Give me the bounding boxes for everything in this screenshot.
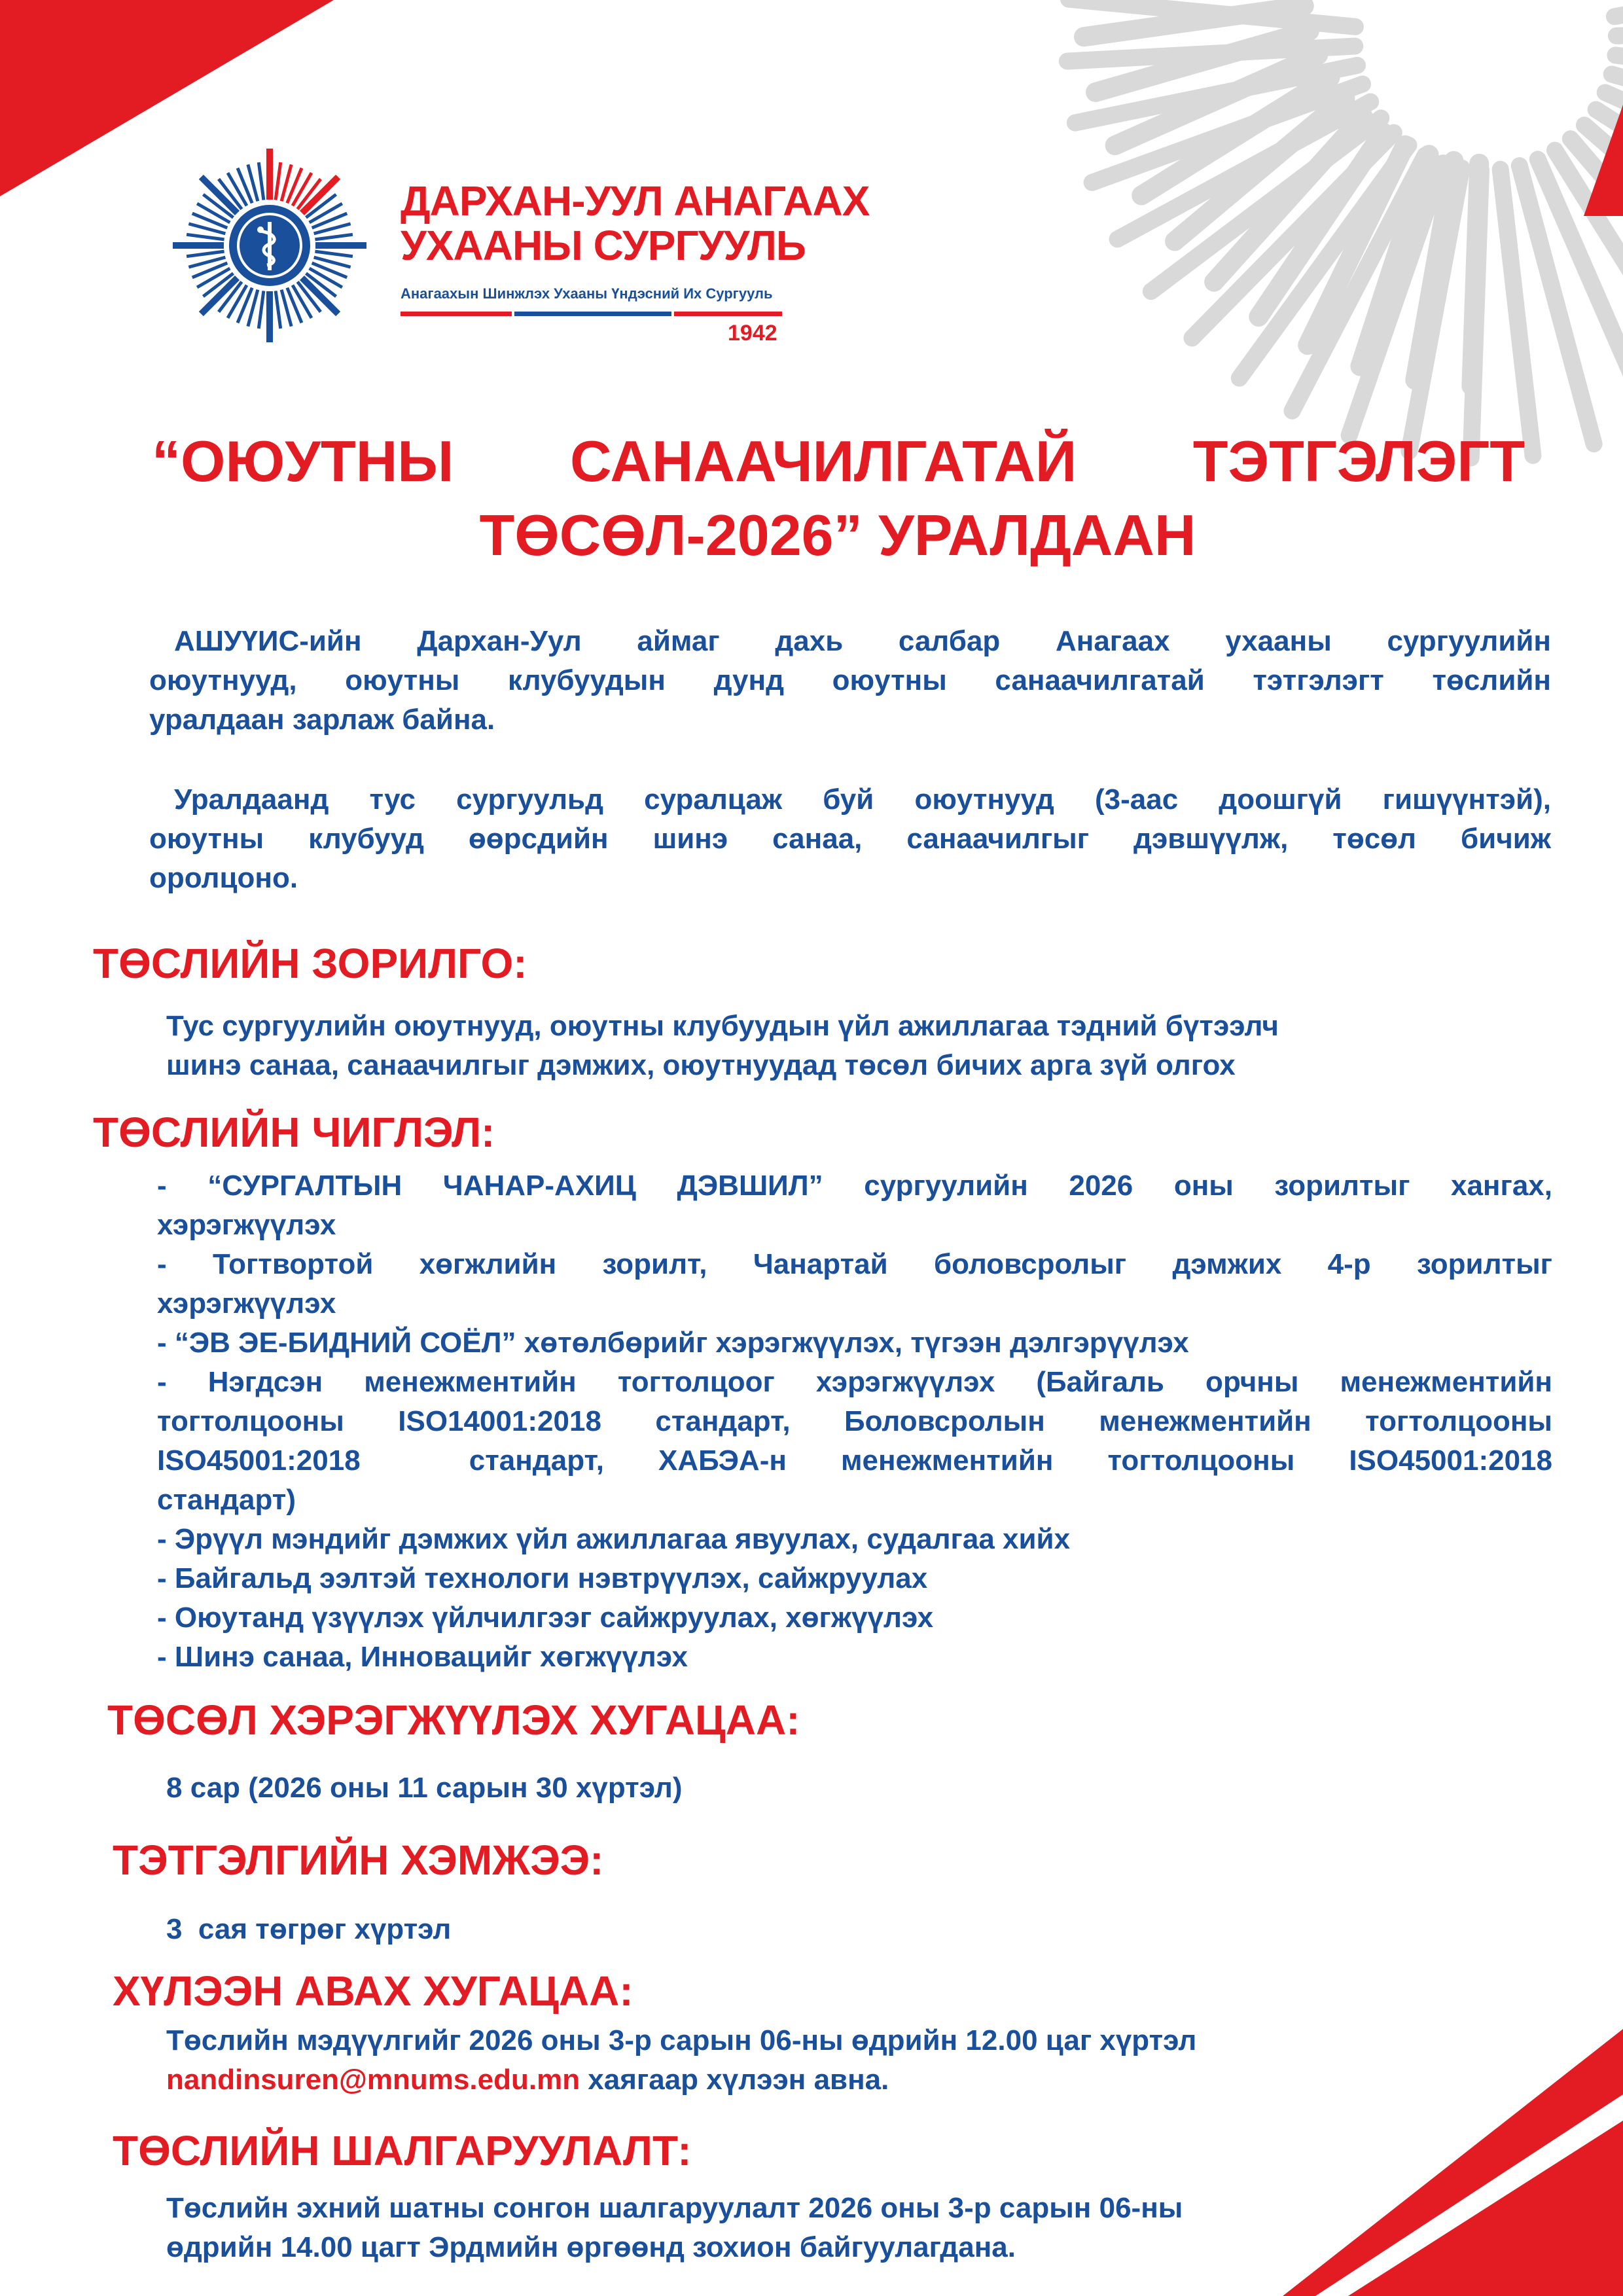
selection-heading: ТӨСЛИЙН ШАЛГАРУУЛАЛТ: — [113, 2127, 692, 2174]
logo-subtitle: Анагаахын Шинжлэх Ухааны Үндэсний Их Сургууль — [401, 285, 773, 302]
emblem-ray — [187, 251, 224, 257]
selection-line1: Төслийн эхний шатны сонгон шалгаруулалт 2026 оны 3-р сарын 06-ны — [166, 2192, 1183, 2224]
emblem-ray — [259, 291, 264, 329]
title-line-1 — [152, 429, 1525, 494]
email-link[interactable]: nandinsuren@mnums.edu.mn — [166, 2064, 580, 2096]
logo-name-line1: ДАРХАН-УУЛ АНАГААХ — [401, 177, 870, 224]
selection-line2: өдрийн 14.00 цагт Эрдмийн өргөөнд зохион байгуулагдана. — [166, 2231, 1016, 2263]
deadline-line1: Төслийн мэдүүлгийг 2026 оны 3-р сарын 06-ны өдрийн 12.00 цаг хүртэл — [166, 2024, 1197, 2056]
list-item-line: стандарт) — [157, 1484, 296, 1516]
caduceus-sunburst-icon — [171, 147, 368, 344]
list-item-line: - Тогтвортой хөгжлийн зорилт, Чанартай боловсролыг дэмжих 4-р зорилтыг — [157, 1248, 1552, 1280]
intro-paragraph-1-line2: оюутнууд, оюутны клубуудын дунд оюутны санаачилгатай тэтгэлэгт төслийн — [149, 664, 1551, 696]
deadline-line2-rest: хаягаар хүлээн авна. — [580, 2064, 889, 2096]
title-line-2: ТӨСӨЛ-2026” УРАЛДААН — [479, 503, 1196, 567]
emblem-ray — [259, 162, 264, 200]
list-item — [157, 1520, 1552, 1559]
list-item-line: - Шинэ санаа, Инновацийг хөгжүүлэх — [157, 1641, 688, 1673]
list-item-line: - “СУРГАЛТЫН ЧАНАР-АХИЦ ДЭВШИЛ” сургуулийн 2026 оны зорилтыг хангах, — [157, 1170, 1552, 1202]
intro-paragraph-2-line3: оролцоно. — [149, 862, 298, 894]
list-item-line: - Эрүүл мэндийг дэмжих үйл ажиллагаа явуулах, судалгаа хийх — [157, 1523, 1071, 1555]
list-item — [157, 1363, 1552, 1520]
list-item-line: - “ЭВ ЭЕ-БИДНИЙ СОЁЛ” хөтөлбөрийг хэрэгжүүлэх, түгээн дэлгэрүүлэх — [157, 1327, 1189, 1359]
list-item — [157, 1559, 1552, 1598]
title-word: САНААЧИЛГАТАЙ — [569, 429, 1077, 493]
logo-name-line2: УХААНЫ СУРГУУЛЬ — [401, 222, 806, 269]
title-word: ТЭТГЭЛЭГТ — [1192, 429, 1525, 493]
intro-paragraph-1-line3: уралдаан зарлаж байна. — [149, 704, 495, 736]
intro-paragraph-2-line2: оюутны клубууд өөрсдийн шинэ санаа, санаачилгыг дэвшүүлж, төсөл бичиж — [149, 823, 1551, 855]
deadline-line2 — [166, 2060, 889, 2100]
list-item — [157, 1245, 1552, 1323]
list-item-line: хэрэгжүүлэх — [157, 1209, 336, 1241]
goal-line1: Тус сургуулийн оюутнууд, оюутны клубуудын үйл ажиллагаа тэдний бүтээлч — [166, 1010, 1279, 1042]
duration-text: 8 сар (2026 оны 11 сарын 30 хүртэл) — [166, 1772, 683, 1804]
intro-paragraph-1-line1: АШУҮИС-ийн Дархан-Уул аймаг дахь салбар Анагаах ухааны сургуулийн — [174, 625, 1551, 657]
list-item-line: тогтолцооны ISO14001:2018 стандарт, Боловсролын менежментийн тогтолцооны — [157, 1405, 1552, 1437]
logo-year: 1942 — [728, 321, 777, 346]
logo-bar-red-left — [401, 312, 512, 316]
list-item-line: - Нэгдсэн менежментийн тогтолцоог хэрэгжүүлэх (Байгаль орчны менежментийн — [157, 1366, 1552, 1398]
goal-line2: шинэ санаа, санаачилгыг дэмжих, оюутнуудад төсөл бичих арга зүй олгох — [166, 1049, 1236, 1081]
bottom-right-red-triangle — [1283, 2029, 1623, 2296]
intro-paragraph-2-line1: Уралдаанд тус сургуульд суралцаж буй оюутнууд (3-аас доошгүй гишүүнтэй), — [174, 783, 1551, 816]
emblem-ray — [276, 291, 281, 329]
directions-heading: ТӨСЛИЙН ЧИГЛЭЛ: — [93, 1109, 495, 1156]
logo-bar-red-right — [674, 312, 782, 316]
title-word: “ОЮУТНЫ — [152, 429, 454, 493]
emblem-ray — [276, 162, 281, 200]
grant-heading: ТЭТГЭЛГИЙН ХЭМЖЭЭ: — [113, 1837, 604, 1884]
sunburst-ray — [1616, 28, 1623, 36]
deadline-heading: ХҮЛЭЭН АВАХ ХУГАЦАА: — [113, 1967, 633, 2015]
list-item — [157, 1638, 1552, 1677]
logo-bar-blue — [514, 312, 671, 316]
list-item-line: - Оюутанд үзүүлэх үйлчилгээг сайжруулах, хөгжүүлэх — [157, 1602, 934, 1634]
list-item — [157, 1598, 1552, 1638]
directions-list — [157, 1166, 1552, 1677]
emblem-ray — [315, 251, 353, 257]
emblem-ray — [315, 234, 353, 240]
list-item-line: ISO45001:2018 стандарт, ХАБЭА-н менежментийн тогтолцооны ISO45001:2018 — [157, 1444, 1552, 1477]
list-item-line: хэрэгжүүлэх — [157, 1287, 336, 1319]
emblem-ray — [187, 234, 224, 240]
list-item — [157, 1323, 1552, 1363]
sunburst-ray — [1471, 170, 1481, 458]
grant-text: 3 сая төгрөг хүртэл — [166, 1913, 452, 1945]
list-item — [157, 1166, 1552, 1245]
goal-heading: ТӨСЛИЙН ЗОРИЛГО: — [93, 940, 527, 987]
list-item-line: - Байгальд ээлтэй технологи нэвтрүүлэх, сайжруулах — [157, 1562, 928, 1594]
duration-heading: ТӨСӨЛ ХЭРЭГЖҮҮЛЭХ ХУГАЦАА: — [107, 1696, 800, 1744]
